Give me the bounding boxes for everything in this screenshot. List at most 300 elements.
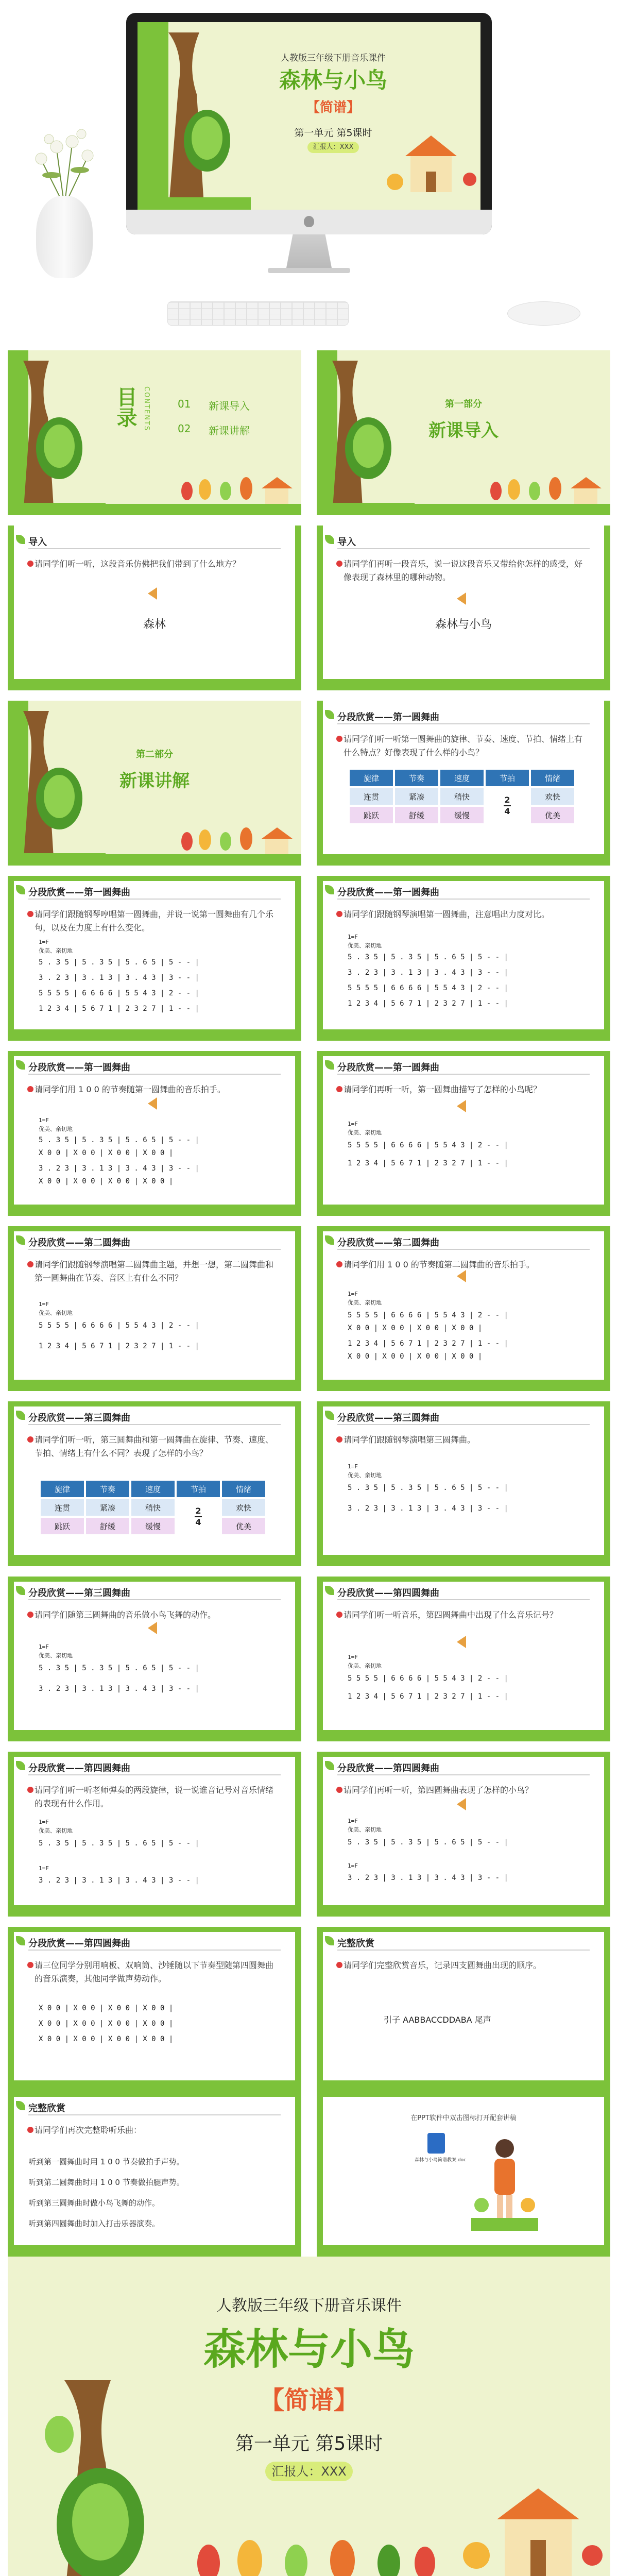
frame	[317, 526, 323, 690]
score-line: 3 . 2 3 | 3 . 1 3 | 3 . 4 3 | 3 - - |	[348, 1874, 508, 1882]
slide-waltz1-c	[8, 1051, 301, 1216]
score-line: 5 . 3 5 | 5 . 3 5 | 5 . 6 5 | 5 - - |	[348, 953, 508, 961]
frame	[8, 876, 14, 1041]
table-cell: 稍快	[440, 788, 484, 805]
score-line: 5 . 3 5 | 5 . 3 5 | 5 . 6 5 | 5 - - |	[348, 1484, 508, 1492]
trees-decoration	[188, 2535, 445, 2576]
score-expression: 优美、亲切地	[348, 1129, 382, 1136]
grass-strip	[8, 854, 301, 866]
score-beat: X 0 0 | X 0 0 | X 0 0 | X 0 0 |	[39, 2004, 174, 2012]
frame	[317, 2092, 610, 2097]
slide-question: 请同学们听一听音乐，第四圆舞曲中出现了什么音乐记号？	[344, 1610, 558, 1620]
girl-illustration	[471, 2128, 538, 2231]
grass-strip	[317, 1380, 610, 1391]
score-line: 5 5 5 5 | 6 6 6 6 | 5 5 4 3 | 2 - - |	[348, 1311, 508, 1319]
slide-waltz4-c	[317, 1752, 610, 1917]
frame	[604, 1226, 610, 1391]
list-item: 听到第二圆舞曲时用 1 0 0 节奏做拍腿声势。	[28, 2178, 184, 2187]
table-cell: 跳跃	[41, 1518, 84, 1534]
leaf-icon	[325, 1761, 334, 1770]
slide-heading: 分段欣赏——第二圆舞曲	[337, 1238, 439, 1248]
grass-strip	[8, 679, 301, 690]
score-beat: X 0 0 | X 0 0 | X 0 0 | X 0 0 |	[348, 1352, 483, 1361]
bullet-icon	[336, 911, 342, 917]
leaf-icon	[325, 1060, 334, 1070]
table-header: 旋律	[41, 1481, 84, 1497]
frame	[295, 1927, 301, 2092]
grass-strip	[8, 1205, 301, 1216]
table-header: 节拍	[177, 1481, 220, 1497]
frame	[295, 1401, 301, 1566]
frame	[8, 876, 301, 881]
divider	[337, 1249, 590, 1250]
score-beat: X 0 0 | X 0 0 | X 0 0 | X 0 0 |	[39, 2035, 174, 2043]
slide-waltz3-a	[8, 1401, 301, 1566]
bullet-icon	[336, 1261, 342, 1267]
table-header: 速度	[131, 1481, 175, 1497]
frame	[317, 876, 610, 881]
score-line: 5 5 5 5 | 6 6 6 6 | 5 5 4 3 | 2 - - |	[348, 984, 508, 992]
bullet-icon	[27, 911, 33, 917]
frame	[8, 1226, 301, 1231]
frame	[8, 1401, 14, 1566]
grass-strip	[317, 2245, 610, 2257]
cover-unit: 第一单元 第5课时	[294, 127, 372, 139]
slide-waltz2-a	[8, 1226, 301, 1391]
leaf-icon	[16, 2101, 25, 2110]
frame	[295, 2092, 301, 2257]
slide-question: 请同学们听一听，这段音乐仿佛把我们带到了什么地方？	[35, 559, 241, 569]
frame	[317, 1401, 323, 1566]
speaker-icon[interactable]	[457, 1636, 466, 1648]
divider	[28, 1424, 281, 1425]
slide-heading: 分段欣赏——第四圆舞曲	[28, 1938, 130, 1949]
table-header: 节拍	[486, 770, 529, 786]
grass-strip	[317, 2080, 610, 2092]
slide-heading: 分段欣赏——第三圆舞曲	[28, 1588, 130, 1599]
score-line: 3 . 2 3 | 3 . 1 3 | 3 . 4 3 | 3 - - |	[348, 969, 508, 977]
vase-image	[36, 196, 93, 278]
monitor-chin	[126, 210, 492, 234]
slide-heading: 分段欣赏——第二圆舞曲	[28, 1238, 130, 1248]
doc-label: 森林与小鸟简谱教案.doc	[414, 2158, 467, 2163]
leaf-icon	[16, 1586, 25, 1595]
score-line: 5 5 5 5 | 6 6 6 6 | 5 5 4 3 | 2 - - |	[348, 1141, 508, 1149]
divider	[337, 1950, 590, 1951]
divider	[28, 548, 281, 549]
list-item: 听到第一圆舞曲时用 1 0 0 节奏做拍手声势。	[28, 2157, 184, 2166]
section-label: 第一部分	[445, 399, 482, 410]
table-header: 情绪	[531, 770, 574, 786]
bullet-icon	[27, 1436, 33, 1443]
frame	[317, 1752, 610, 1757]
bullet-icon	[27, 1086, 33, 1092]
slide-waltz4-a	[317, 1577, 610, 1741]
slide-heading: 分段欣赏——第三圆舞曲	[28, 1413, 130, 1423]
divider	[337, 1074, 590, 1075]
frame	[317, 1051, 323, 1216]
slide-heading: 分段欣赏——第四圆舞曲	[337, 1588, 439, 1599]
table-header: 速度	[440, 770, 484, 786]
slide-heading: 分段欣赏——第四圆舞曲	[337, 1763, 439, 1774]
table-header: 节奏	[86, 1481, 129, 1497]
slide-question: 请同学们听一听，第三圆舞曲和第一圆舞曲在旋律、节奏、速度、节拍、情绪上有什么不同？表现了怎样的小鸟？	[35, 1435, 274, 1458]
grass-strip	[317, 1555, 610, 1566]
toc-num-2: 02	[178, 422, 191, 435]
note-text: 在PPT软件中双击图标打开配套讲稿	[410, 2114, 517, 2122]
slide-question: 请同学们跟随钢琴演唱第三圆舞曲。	[344, 1435, 476, 1445]
frame	[317, 1401, 610, 1406]
divider	[337, 548, 590, 549]
score-tempo: 1=F	[348, 1862, 358, 1869]
frame	[295, 1051, 301, 1216]
score-tempo: 1=F	[348, 934, 358, 940]
slide-full-2	[8, 2092, 301, 2257]
frame	[8, 1927, 301, 1932]
table-cell: 欢快	[222, 1499, 265, 1516]
cover-subtitle: 人教版三年级下册音乐课件	[216, 2297, 402, 2315]
slide-intro-2	[317, 526, 610, 690]
frame	[604, 876, 610, 1041]
frame	[604, 1401, 610, 1566]
score-tempo: 1=F	[39, 1865, 49, 1872]
frame	[8, 1752, 301, 1757]
score-line: 1 2 3 4 | 5 6 7 1 | 2 3 2 7 | 1 - - |	[348, 999, 508, 1008]
divider	[28, 2114, 281, 2115]
section-title: 新课讲解	[119, 771, 190, 791]
leaf-icon	[325, 885, 334, 894]
score-beat: X 0 0 | X 0 0 | X 0 0 | X 0 0 |	[39, 1177, 174, 1185]
grass-strip	[8, 1555, 301, 1566]
list-item: 听到第四圆舞曲时加入打击乐器演奏。	[28, 2219, 160, 2228]
score-expression: 优美、亲切地	[39, 1126, 73, 1132]
cover-title: 森林与小鸟	[203, 2325, 415, 2374]
divider	[28, 899, 281, 900]
frame	[8, 2092, 301, 2097]
cover-title: 森林与小鸟	[279, 67, 387, 93]
leaf-icon	[16, 1761, 25, 1770]
frame	[317, 1927, 323, 2092]
frame	[317, 1226, 610, 1231]
bullet-icon	[27, 1261, 33, 1267]
frame	[295, 1752, 301, 1917]
frame	[604, 1927, 610, 2092]
grass-strip	[317, 1205, 610, 1216]
score-tempo: 1=F	[348, 1654, 358, 1660]
leaf-icon	[325, 1936, 334, 1945]
tree-illustration	[138, 22, 251, 213]
table-cell: 欢快	[531, 788, 574, 805]
grass-strip	[317, 1730, 610, 1741]
frame	[8, 1226, 14, 1391]
speaker-icon[interactable]	[148, 1622, 157, 1634]
speaker-icon[interactable]	[457, 1270, 466, 1282]
score-tempo: 1=F	[39, 1819, 49, 1825]
leaf-icon	[16, 1235, 25, 1245]
frame	[604, 1051, 610, 1216]
slide-question: 请同学们用 1 0 0 的节奏随第一圆舞曲的音乐拍手。	[35, 1084, 226, 1094]
slide-heading: 完整欣赏	[337, 1938, 374, 1949]
bullet-icon	[27, 1962, 33, 1968]
table-cell: 连贯	[350, 788, 393, 805]
monitor-screen	[138, 22, 480, 213]
table-cell: 跳跃	[350, 807, 393, 823]
monitor-stand-base	[268, 268, 350, 273]
slide-part1	[317, 350, 610, 515]
slide-answer: 森林	[143, 618, 166, 631]
frame	[8, 1927, 14, 2092]
frame	[604, 1577, 610, 1741]
cover-unit: 第一单元 第5课时	[235, 2433, 383, 2454]
frame	[8, 2092, 14, 2257]
monitor-stand	[286, 234, 332, 270]
frame	[317, 1927, 610, 1932]
tree-illustration	[8, 350, 106, 515]
grass-strip	[8, 2080, 301, 2092]
score-line: 3 . 2 3 | 3 . 1 3 | 3 . 4 3 | 3 - - |	[348, 1504, 508, 1513]
frame	[604, 701, 610, 866]
score-line: 1 2 3 4 | 5 6 7 1 | 2 3 2 7 | 1 - - |	[348, 1340, 508, 1348]
flower-plant-image	[21, 118, 108, 206]
table-cell: 稍快	[131, 1499, 175, 1516]
hero-mockup	[0, 0, 618, 340]
keyboard-image	[167, 301, 349, 326]
score-expression: 优美、亲切地	[348, 942, 382, 949]
frame	[8, 1577, 301, 1582]
leaf-icon	[16, 1060, 25, 1070]
slide-question: 请同学们听一听第一圆舞曲的旋律、节奏、速度、节拍、情绪上有什么特点？好像表现了什么样的小鸟？	[344, 734, 583, 757]
slide-heading: 导入	[28, 537, 47, 548]
score-line: 5 . 3 5 | 5 . 3 5 | 5 . 6 5 | 5 - - |	[348, 1838, 508, 1846]
bullet-icon	[336, 1086, 342, 1092]
frame	[317, 1752, 323, 1917]
slide-heading: 分段欣赏——第三圆舞曲	[337, 1413, 439, 1423]
slide-waltz3-b	[317, 1401, 610, 1566]
slide-question: 请同学们跟随钢琴哼唱第一圆舞曲，并说一说第一圆舞曲有几个乐句，以及在力度上有什么变化。	[35, 909, 274, 933]
toc-num-1: 01	[178, 398, 191, 410]
grass-strip	[8, 1029, 301, 1041]
slide-waltz4-d	[8, 1927, 301, 2092]
score-expression: 优美、亲切地	[348, 1299, 382, 1306]
score-expression: 优美、亲切地	[39, 1652, 73, 1659]
bullet-icon	[336, 1612, 342, 1618]
bullet-icon	[336, 561, 342, 567]
divider	[337, 1599, 590, 1600]
section-label: 第二部分	[136, 749, 173, 760]
slide-final-cover	[8, 2257, 610, 2576]
score-expression: 优美、亲切地	[39, 947, 73, 954]
slide-question: 请同学们再听一段音乐，说一说这段音乐又带给你怎样的感受，好像表现了森林里的哪种动物。	[344, 559, 583, 582]
frame	[8, 526, 14, 690]
slide-table-1	[317, 701, 610, 866]
frame	[317, 1577, 323, 1741]
music-feature-table	[348, 768, 576, 825]
divider	[337, 1424, 590, 1425]
score-tempo: 1=F	[39, 1117, 49, 1124]
grass-strip	[317, 1029, 610, 1041]
leaf-icon	[16, 535, 25, 544]
frame	[317, 1577, 610, 1582]
word-doc-icon[interactable]	[427, 2133, 445, 2154]
slide-waltz1-b	[317, 876, 610, 1041]
divider	[337, 1774, 590, 1775]
grass-strip	[8, 504, 301, 515]
score-line: 3 . 2 3 | 3 . 1 3 | 3 . 4 3 | 3 - - |	[39, 974, 199, 982]
score-line: 1 2 3 4 | 5 6 7 1 | 2 3 2 7 | 1 - - |	[348, 1692, 508, 1701]
bullet-icon	[27, 1612, 33, 1618]
structure-text: 引子 AABBACCDDABA 尾声	[384, 2015, 491, 2025]
slide-toc	[8, 350, 301, 515]
trees-decoration	[486, 473, 604, 504]
list-item: 听到第三圆舞曲时做小鸟飞舞的动作。	[28, 2198, 160, 2208]
bullet-icon	[336, 736, 342, 742]
table-cell: 缓慢	[440, 807, 484, 823]
divider	[28, 1249, 281, 1250]
frame	[317, 701, 323, 866]
frame	[317, 1226, 323, 1391]
bullet-icon	[27, 2127, 33, 2133]
score-tempo: 1=F	[39, 1643, 49, 1650]
slide-intro-1	[8, 526, 301, 690]
toc-item-2[interactable]: 新课讲解	[209, 425, 250, 437]
slide-heading: 分段欣赏——第一圆舞曲	[337, 1062, 439, 1073]
slide-waltz1-d	[317, 1051, 610, 1216]
slide-full-1	[317, 1927, 610, 2092]
cover-reporter: 汇报人：XXX	[265, 2462, 353, 2481]
score-expression: 优美、亲切地	[348, 1826, 382, 1833]
slide-heading: 分段欣赏——第一圆舞曲	[337, 887, 439, 898]
leaf-icon	[325, 710, 334, 719]
score-line: 3 . 2 3 | 3 . 1 3 | 3 . 4 3 | 3 - - |	[39, 1876, 199, 1885]
leaf-icon	[325, 1235, 334, 1245]
slide-part2	[8, 701, 301, 866]
score-tempo: 1=F	[39, 939, 49, 945]
bullet-icon	[336, 1962, 342, 1968]
score-line: 1 2 3 4 | 5 6 7 1 | 2 3 2 7 | 1 - - |	[39, 1342, 199, 1350]
slide-waltz3-c	[8, 1577, 301, 1741]
slide-waltz2-b	[317, 1226, 610, 1391]
score-line: 5 5 5 5 | 6 6 6 6 | 5 5 4 3 | 2 - - |	[39, 1321, 199, 1330]
mouse-image	[507, 301, 580, 326]
time-signature: 2 4	[486, 788, 529, 823]
bullet-icon	[27, 561, 33, 567]
bullet-icon	[27, 1787, 33, 1793]
frame	[604, 526, 610, 690]
frame	[8, 1752, 14, 1917]
slide-question: 请三位同学分别用响板、双响筒、沙锤随以下节奏型随第四圆舞曲的音乐演奏，其他同学做声势动作。	[35, 1960, 274, 1984]
toc-item-1[interactable]: 新课导入	[209, 400, 250, 412]
slide-question: 请同学们跟随钢琴演唱第一圆舞曲，注意唱出力度对比。	[344, 909, 550, 919]
score-line: 5 . 3 5 | 5 . 3 5 | 5 . 6 5 | 5 - - |	[39, 958, 199, 967]
music-feature-table	[39, 1479, 267, 1536]
leaf-icon	[325, 1586, 334, 1595]
slide-question: 请同学们听一听老师弹奏的两段旋律，说一说谁音记号对音乐情绪的表现有什么作用。	[35, 1785, 274, 1808]
frame	[317, 1051, 610, 1056]
slide-question: 请同学们再听一听，第一圆舞曲描写了怎样的小鸟呢？	[344, 1084, 542, 1094]
score-expression: 优美、亲切地	[348, 1472, 382, 1479]
slide-question: 请同学们完整欣赏音乐，记录四支圆舞曲出现的顺序。	[344, 1960, 542, 1970]
score-beat: X 0 0 | X 0 0 | X 0 0 | X 0 0 |	[39, 2020, 174, 2028]
apple-logo-icon	[304, 216, 314, 227]
grass-strip	[317, 504, 610, 515]
frame	[8, 1577, 14, 1741]
score-tempo: 1=F	[39, 1301, 49, 1308]
table-header: 节奏	[395, 770, 438, 786]
divider	[28, 1950, 281, 1951]
slide-heading: 分段欣赏——第一圆舞曲	[337, 712, 439, 723]
slide-heading: 分段欣赏——第一圆舞曲	[28, 887, 130, 898]
bullet-icon	[336, 1787, 342, 1793]
speaker-icon[interactable]	[457, 1100, 466, 1112]
house-illustration	[456, 2483, 605, 2576]
score-tempo: 1=F	[348, 1291, 358, 1297]
grass-strip	[317, 679, 610, 690]
grass-strip	[317, 1905, 610, 1917]
frame	[295, 526, 301, 690]
frame	[604, 1752, 610, 1917]
divider	[28, 1599, 281, 1600]
toc-en: CONTENTS	[143, 386, 150, 432]
table-header: 旋律	[350, 770, 393, 786]
frame	[295, 1577, 301, 1741]
trees-decoration	[177, 473, 295, 504]
bullet-icon	[336, 1436, 342, 1443]
table-cell: 紧凑	[395, 788, 438, 805]
leaf-icon	[16, 885, 25, 894]
speaker-icon[interactable]	[457, 592, 466, 605]
toc-title: 目录	[113, 386, 137, 428]
slide-question: 请同学们跟随钢琴演唱第二圆舞曲主题，并想一想，第二圆舞曲和第一圆舞曲在节奏、音区上有什么不同？	[35, 1260, 274, 1283]
cover-subtitle: 人教版三年级下册音乐课件	[281, 53, 386, 63]
score-tempo: 1=F	[348, 1463, 358, 1470]
section-title: 新课导入	[428, 420, 499, 441]
table-cell: 连贯	[41, 1499, 84, 1516]
table-cell: 舒缓	[395, 807, 438, 823]
slide-heading: 导入	[337, 537, 356, 548]
cover-tag: 【简谱】	[306, 100, 360, 115]
frame	[317, 876, 323, 1041]
speaker-icon[interactable]	[457, 1798, 466, 1810]
time-signature: 2 4	[177, 1499, 220, 1534]
table-cell: 紧凑	[86, 1499, 129, 1516]
slide-heading: 完整欣赏	[28, 2103, 65, 2114]
grass-strip	[8, 1905, 301, 1917]
leaf-icon	[325, 535, 334, 544]
cover-tag: 【简谱】	[259, 2386, 358, 2415]
score-beat: X 0 0 | X 0 0 | X 0 0 | X 0 0 |	[39, 1149, 174, 1157]
score-expression: 优美、亲切地	[39, 1827, 73, 1834]
score-expression: 优美、亲切地	[39, 1310, 73, 1316]
slide-waltz1-a	[8, 876, 301, 1041]
table-cell: 缓慢	[131, 1518, 175, 1534]
frame	[295, 876, 301, 1041]
speaker-icon[interactable]	[148, 1097, 157, 1110]
score-tempo: 1=F	[348, 1818, 358, 1824]
monitor-image	[126, 13, 492, 234]
slide-answer: 森林与小鸟	[435, 618, 492, 631]
score-line: 5 5 5 5 | 6 6 6 6 | 5 5 4 3 | 2 - - |	[348, 1674, 508, 1683]
slide-heading: 分段欣赏——第四圆舞曲	[28, 1763, 130, 1774]
speaker-icon[interactable]	[148, 587, 157, 600]
grass-strip	[317, 854, 610, 866]
cover-reporter: 汇报人：XXX	[307, 142, 359, 153]
slide-heading: 分段欣赏——第一圆舞曲	[28, 1062, 130, 1073]
frame	[295, 1226, 301, 1391]
slide-question: 请同学们随第三圆舞曲的音乐做小鸟飞舞的动作。	[35, 1610, 216, 1620]
score-expression: 优美、亲切地	[348, 1663, 382, 1669]
slide-question: 请同学们用 1 0 0 的节奏随第二圆舞曲的音乐拍手。	[344, 1260, 535, 1269]
slide-end	[317, 2092, 610, 2257]
